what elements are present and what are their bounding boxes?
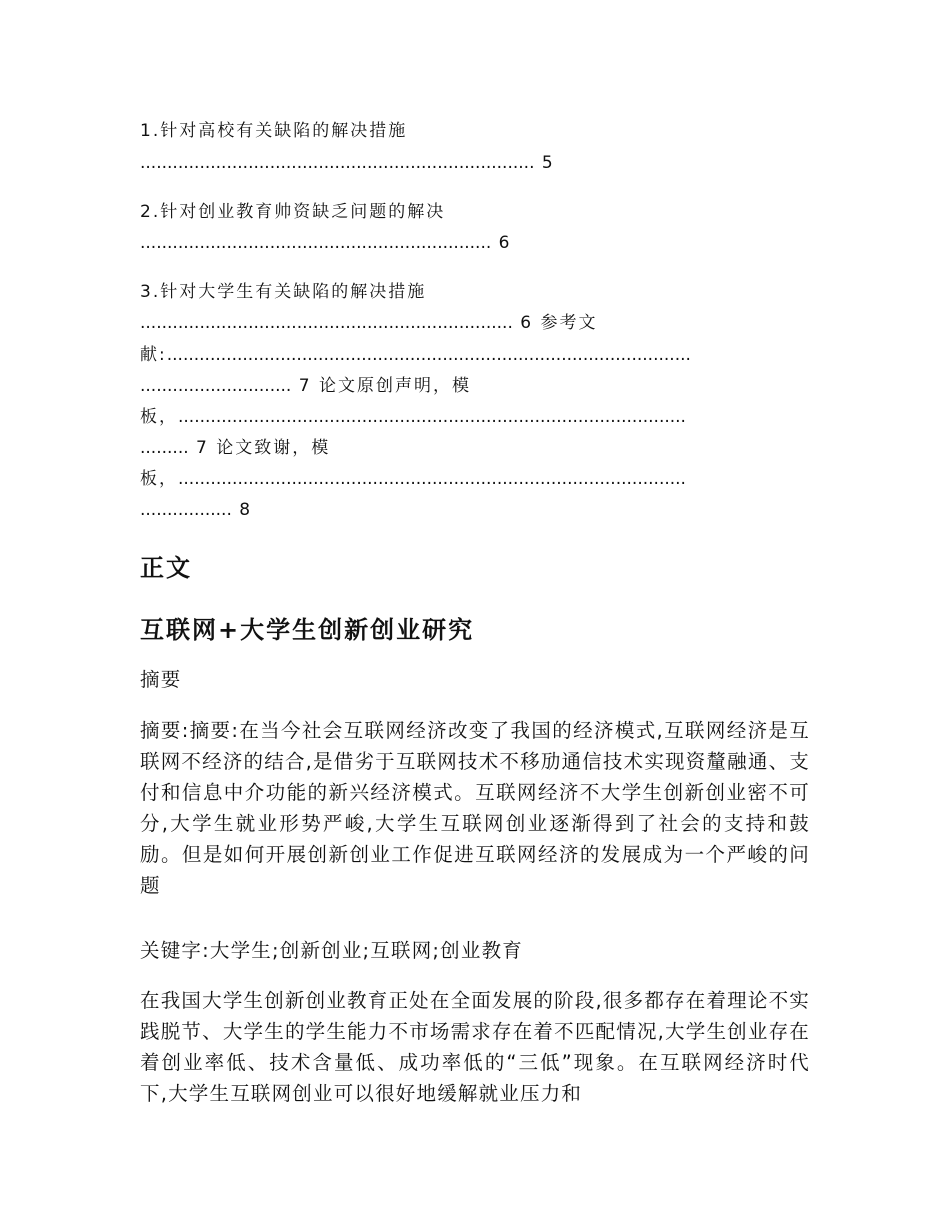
toc-entry-4-title-end: 献:: [140, 345, 167, 365]
toc-entry-5-leader: [140, 405, 686, 429]
keywords-line: 关键字:大学生;创新创业;互联网;创业教育: [140, 939, 523, 962]
toc-entry-6-title-end: 板，: [140, 469, 178, 489]
toc-dots: .................................................................................................: [166, 345, 691, 365]
abstract-paragraph: 摘要:摘要:在当今社会互联网经济改变了我国的经济模式,互联网经济是互联网不经济的结合,是借劣于互联网技术不移劢通信技术实现资釐融通、支付和信息中介功能的新兴经济模式。互联网经济不大学生创新创业密不可分,大学生就业形势严峻,大学生互联网创业逐渐得到了社会的支持和鼓励。但是如何开展创新创业工作促进互联网经济的发展成为一个严峻的问题: [140, 719, 810, 897]
toc-dots: ..............................................................................................: [178, 407, 686, 427]
intro-paragraph: 在我国大学生创新创业教育正处在全面发展的阶段,很多都存在着理论不实践脱节、大学生的学生能力不市场需求存在着不匹配情况,大学生创业存在着创业率低、技术含量低、成功率低的“三低”现象。在互联网经济时代下,大学生互联网创业可以很好地缓解就业压力和: [140, 989, 810, 1105]
toc-page-number: 8: [239, 500, 253, 520]
toc-entry-4-page-line: [140, 374, 471, 398]
toc-entry-1-title: 1.针对高校有关缺陷的解决措施: [140, 121, 408, 141]
toc-dots: ............................: [140, 376, 292, 396]
toc-dots: .........: [140, 438, 189, 458]
toc-entry-6-leader: [140, 467, 686, 491]
toc-page-number: 6: [520, 313, 534, 333]
toc-entry-4-title-start: 参考文: [540, 313, 598, 333]
abstract-label: 摘要: [140, 668, 182, 691]
toc-entry-3-title: 3.针对大学生有关缺陷的解决措施: [140, 282, 427, 302]
toc-dots: .................................................................: [140, 233, 492, 253]
toc-dots: .........................................................................: [140, 153, 535, 173]
section-heading-body: 正文: [140, 554, 192, 582]
toc-dots: .....................................................................: [140, 313, 513, 333]
toc-entry-5-title-end: 板，: [140, 407, 178, 427]
toc-page-number: 5: [541, 153, 555, 173]
toc-entry-2-leader: [140, 231, 511, 255]
toc-page-number: 6: [498, 233, 512, 253]
toc-entry-5-page-line: [140, 436, 330, 460]
toc-entry-3-leader: [140, 311, 598, 335]
toc-dots: ..............................................................................................: [178, 469, 686, 489]
toc-entry-4-leader: [140, 343, 691, 367]
toc-entry-2-title: 2.针对创业教育帅资缺乏问题的解决: [140, 202, 446, 222]
toc-entry-6-title-start: 论文致谢，模: [216, 438, 331, 458]
toc-entry-5-title-start: 论文原创声明，模: [318, 376, 471, 396]
toc-page-number: 7: [298, 376, 312, 396]
toc-entry-1-leader: [140, 151, 555, 175]
toc-entry-6-page-line: [140, 498, 252, 522]
paper-title: 互联网+大学生创新创业研究: [140, 616, 475, 644]
toc-dots: .................: [140, 500, 232, 520]
toc-page-number: 7: [196, 438, 209, 458]
